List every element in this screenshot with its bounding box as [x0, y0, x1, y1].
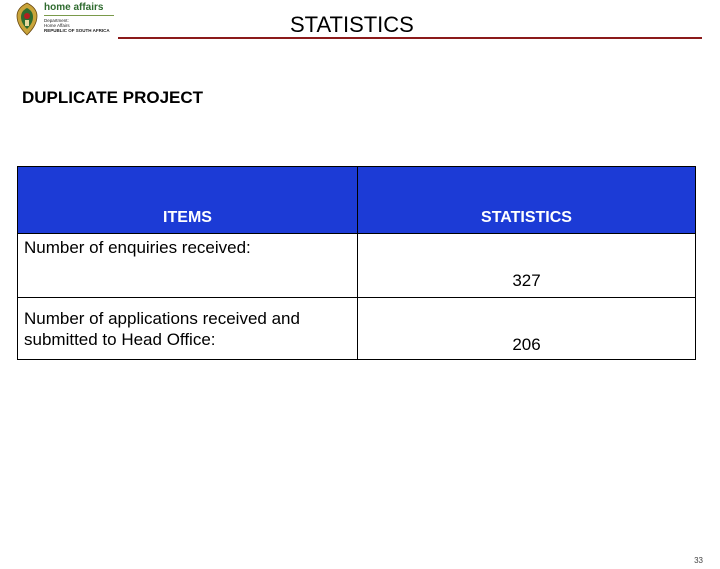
row-item-label: Number of enquiries received: [18, 234, 358, 298]
table-row [18, 298, 696, 360]
column-header-items: ITEMS [18, 167, 358, 234]
section-heading: DUPLICATE PROJECT [22, 88, 204, 107]
row-item-label: Number of applications received and submitted to Head Office: [18, 298, 358, 360]
title-divider [118, 37, 702, 39]
row-statistic-value: 327 [358, 234, 696, 298]
logo-title: home affairs [44, 2, 104, 13]
logo-divider [44, 15, 114, 16]
home-affairs-logo [14, 2, 110, 36]
column-header-statistics: STATISTICS [358, 167, 696, 234]
statistics-table [17, 166, 696, 360]
page-title: STATISTICS [290, 12, 414, 37]
row-statistic-value: 206 [358, 298, 696, 360]
logo-department-label: Department: [44, 18, 69, 23]
logo-country: REPUBLIC OF SOUTH AFRICA [44, 28, 110, 33]
table-row [18, 234, 696, 298]
coat-of-arms-icon [14, 2, 40, 36]
logo-department-name: Home Affairs [44, 23, 70, 28]
table-header-row [18, 167, 696, 234]
page-number: 33 [694, 556, 703, 565]
